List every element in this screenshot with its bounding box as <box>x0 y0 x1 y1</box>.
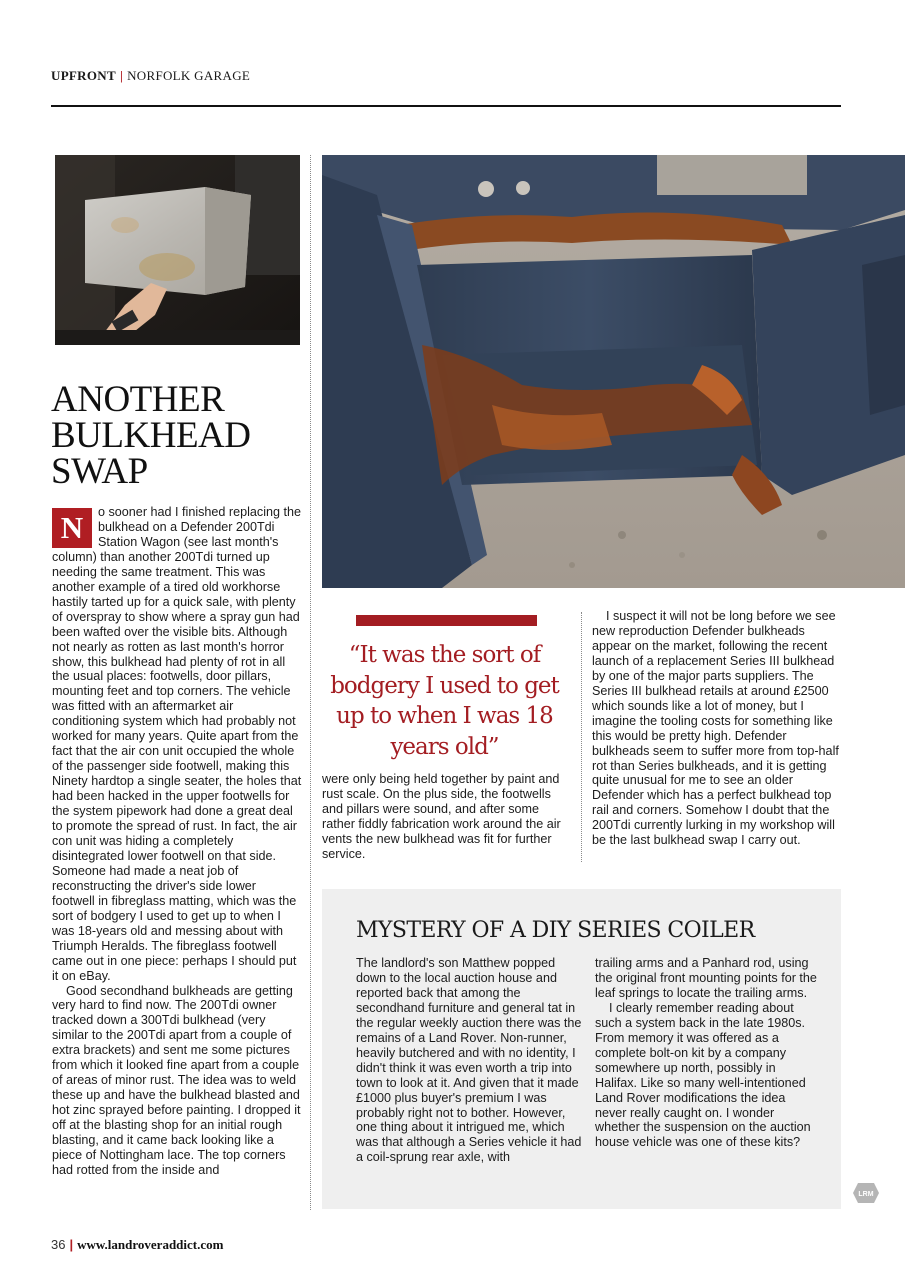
pull-quote: “It was the sort of bodgery I used to get up to when I was 18 years old” <box>330 642 559 760</box>
box-title: MYSTERY OF A DIY SERIES COILER <box>356 918 755 943</box>
end-mark-text: LRM <box>858 1191 874 1198</box>
end-mark-icon <box>852 1182 880 1204</box>
column-divider <box>581 612 582 862</box>
body-paragraph: I suspect it will not be long before we see new reproduction Defender bulkheads appear on the market, following the recent launch of a replacement Series III bulkhead by one of the major parts suppliers. The Series III bulkhead retails at around £2500 which sounds like a lot of money, but I imagine the tooling costs for something like this would be pretty high. Defender bulkheads seem to suffer more from top-half rot than Series bulkheads, and it is getting quite unusual for me to see an older Defender which has a perfect bulkhead top rail and corners. Somehow I doubt that the 200Tdi currently lurking in my workshop will be the last bulkhead swap I carry out. <box>592 609 839 848</box>
rusty-bulkhead-photo <box>322 155 905 588</box>
box-column-1 <box>356 956 582 1165</box>
article-headline <box>51 379 301 492</box>
pullquote-bar <box>356 615 537 626</box>
section-header <box>51 68 250 84</box>
body-paragraph: Good secondhand bulkheads are getting very hard to find now. The 200Tdi owner tracked down a 300Tdi bulkhead (very similar to the 200Tdi apart from a couple of extra brackets) and sent me some pictures from which it looked fine apart from a couple of areas of minor rust. The idea was to weld these up and have the bulkhead blasted and hot zinc sprayed before painting. I dropped it off at the blasting shop for an initial rough blasting, and it came back looking like a piece of Nottingham lace. The top corners had rotted from the inside and <box>52 983 301 1177</box>
subsection-label: NORFOLK GARAGE <box>127 68 251 83</box>
fibreglass-footwell-photo <box>55 155 300 345</box>
footer-divider: | <box>69 1237 74 1252</box>
box-paragraph: The landlord's son Matthew popped down to the local auction house and reported back that among the secondhand furniture and general tat in the regular weekly auction there was the remains of a Land Rover. Non-runner, heavily butchered and with no identity, I didn't think it was even worth a trip into town to look at it. And given that it made £1000 plus buyer's premium I was probably right not to bother. However, one thing about it intrigued me, which was that although a Series vehicle it had a coil-sprung rear axle, with <box>356 956 582 1165</box>
box-column-2 <box>595 956 820 1150</box>
header-divider: | <box>119 68 124 83</box>
page-footer <box>51 1237 223 1253</box>
page-number: 36 <box>51 1237 66 1252</box>
drop-cap: N <box>52 508 92 548</box>
headline-line: BULKHEAD <box>51 415 251 456</box>
column-divider <box>310 155 311 1210</box>
header-rule <box>51 105 841 107</box>
box-paragraph: trailing arms and a Panhard rod, using the original front mounting points for the leaf springs to locate the trailing arms. <box>595 956 817 1000</box>
site-url: www.landroveraddict.com <box>77 1237 224 1252</box>
article-column-3 <box>592 609 842 848</box>
box-paragraph: I clearly remember reading about such a system back in the late 1980s. From memory it was offered as a complete bolt-on kit by a company somewhere up north, possibly in Halifax. Like so many well-intentioned Land Rover modifications the idea never really caught on. I wonder whether the suspension on the auction house vehicle was one of these kits? <box>595 1000 811 1150</box>
body-paragraph: o sooner had I finished replacing the bulkhead on a Defender 200Tdi Station Wagon (see last month's column) than another 200Tdi turned up needing the same treatment. This was another example of a tired old workhorse hastily tarted up for a quick sale, with plenty of overspray to show where a spray gun had been wafted over the visible bits. Although not nearly as rotten as last month's horror show, this bulkhead had plenty of rot in all the usual places: footwells, door pillars, mounting feet and top corners. The vehicle was fitted with an aftermarket air conditioning system which had probably not worked for many years. Quite apart from the fact that the air con unit occupied the whole of the passenger side footwell, making this Ninety hardtop a single seater, the holes that had been hacked in the upper footwells for the system pipework had done a great deal to promote the spread of rust. In fact, the air con unit was hiding a completely disintegrated lower footwell on that side. Someone had made a neat job of reconstructing the driver's side lower footwell in fibreglass matting, which was the sort of bodgery I used to get up to when I was 18-years old and messing about with Triumph Heralds. The fibreglass footwell came out in one piece: perhaps I should put it on eBay. <box>52 505 302 983</box>
headline-line: SWAP <box>51 451 148 492</box>
body-paragraph: were only being held together by paint and rust scale. On the plus side, the footwells and pillars were sound, and after some rather fiddly fabrication work around the air vents the new bulkhead was fit for further service. <box>322 772 561 861</box>
section-label: UPFRONT <box>51 68 116 83</box>
article-column-1 <box>52 505 302 1178</box>
article-column-2 <box>322 772 574 862</box>
headline-line: ANOTHER <box>51 379 225 420</box>
